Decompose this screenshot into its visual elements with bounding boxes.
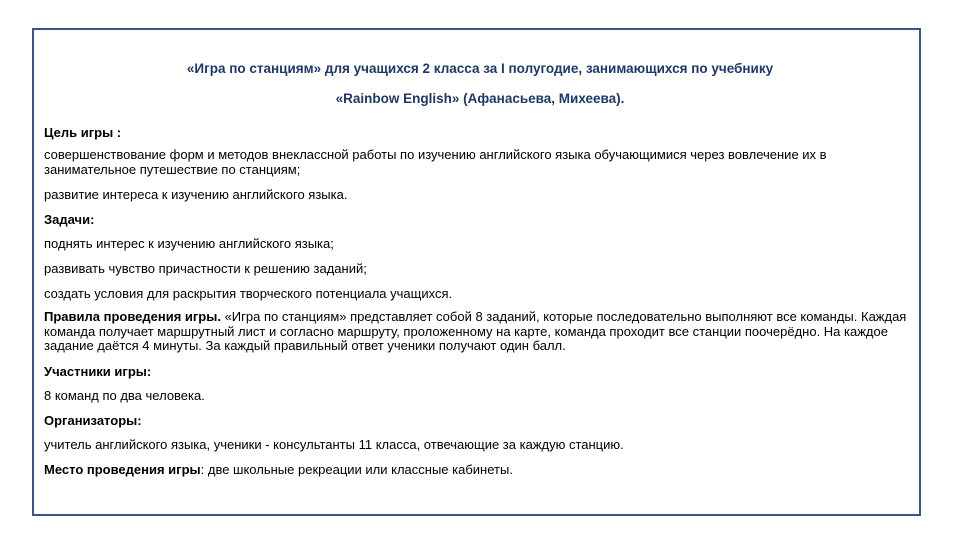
venue-separator: : [200, 461, 205, 477]
title-line-1: «Игра по станциям» для учащихся 2 класса за I полугодие, занимающихся по учебнику [186, 61, 774, 76]
title-line-2: «Rainbow English» (Афанасьева, Михеева). [335, 91, 625, 106]
participants-text: 8 команд по два человека. [44, 387, 205, 403]
tasks-item-3: создать условия для раскрытия творческого потенциала учащихся. [44, 286, 453, 301]
rules-paragraph [44, 310, 912, 354]
participants-heading: Участники игры: [44, 363, 152, 379]
organizers-text: учитель английского языка, ученики - консультанты 11 класса, отвечающие за каждую станцию. [44, 436, 624, 452]
rules-text: «Игра по станциям» представляет собой 8 заданий, которые последовательно выполняют все команды. Каждая команда получает маршрутный лист и согласно маршруту, проложенному на карте, команда проходит все станции поочерёдно. На каждое задание даётся 4 минуты. За каждый правильный ответ ученики получают один балл. [44, 309, 907, 353]
slide-body [40, 112, 920, 478]
goal-paragraph-2: развитие интереса к изучению английского языка. [44, 187, 348, 202]
goal-paragraph-1: совершенствование форм и методов внеклассной работы по изучению английского языка обучающимися через вовлечение их в занимательное путешествие по станциям; [44, 147, 827, 177]
goal-heading: Цель игры : [44, 125, 122, 140]
tasks-heading: Задачи: [44, 212, 95, 227]
venue-paragraph [44, 461, 912, 478]
venue-heading: Место проведения игры [44, 461, 201, 477]
slide-content [40, 28, 920, 486]
rules-heading: Правила проведения игры. [44, 309, 221, 324]
venue-text: две школьные рекреации или классные кабинеты. [204, 461, 513, 477]
tasks-item-2: развивать чувство причастности к решению заданий; [44, 261, 367, 276]
slide-title [40, 28, 920, 112]
organizers-heading: Организаторы: [44, 412, 142, 428]
tasks-item-1: поднять интерес к изучению английского языка; [44, 236, 334, 251]
